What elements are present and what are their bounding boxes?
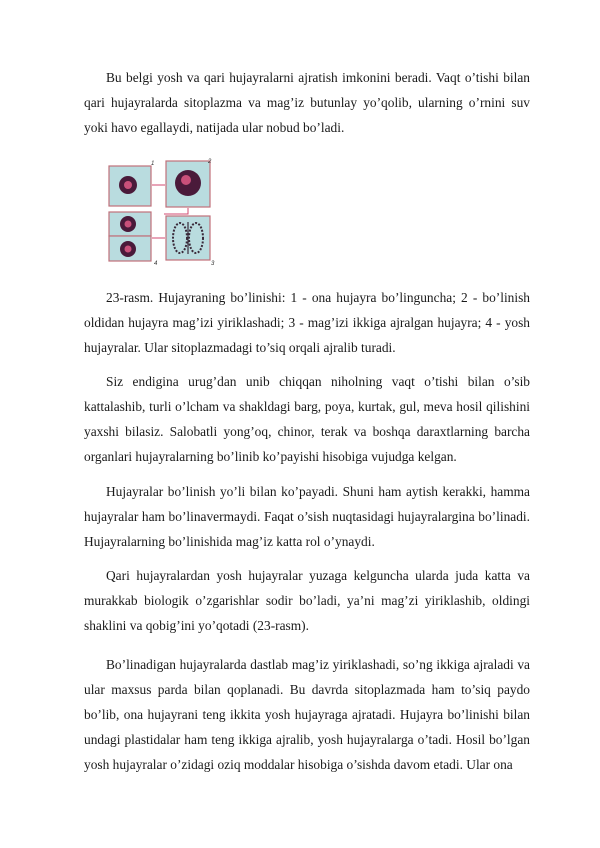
cell-division-figure bbox=[104, 156, 216, 266]
panel-4-nucleolus-bottom bbox=[125, 246, 132, 253]
paragraph-4-text: Qari hujayralardan yosh hujayralar yuzaga kelguncha ularda juda katta va murakkab biologik o’zgarishlar sodir bo’ladi, ya’ni mag’zi yiriklashib, oldingi shaklini va qobig’ini yo’qotadi (23-rasm). bbox=[84, 568, 530, 633]
figure-caption-text: 23-rasm. Hujayraning bo’linishi: 1 - ona hujayra bo’lingunchа; 2 - bo’linish oldidan hujayra mag’izi yiriklashadi; 3 - mag’izi ikkiga ajralgan hujayra; 4 - yosh hujayralar. Ular sitoplazmadagi to’siq orqali ajralib turadi. bbox=[84, 290, 530, 355]
paragraph-2-text: Siz endigina urug’dan unib chiqqan niholning vaqt o’tishi bilan o’sib kattalashib, turli o’lcham va shakldagi barg, poya, kurtak, gul, meva hosil qilishini yaxshi bilasiz. Salobatli yong’oq, chinor, terak va boshqa daraxtlarning barcha organlari hujayralarning bo’linib ko’payishi hisobiga vujudga kelgan. bbox=[84, 374, 530, 464]
paragraph-1 bbox=[84, 65, 530, 140]
figure-label-3: 3 bbox=[211, 261, 215, 266]
paragraph-1-text: Bu belgi yosh va qari hujayralarni ajratish imkonini beradi. Vaqt o’tishi bilan qari hujayralarda sitoplazma va mag’iz butunlay yo’qolib, ularning o’rnini suv yoki havo egallaydi, natijada ular nobud bo’ladi. bbox=[84, 70, 530, 135]
paragraph-5-text: Bo’linadigan hujayralarda dastlab mag’iz yiriklashadi, so’ng ikkiga ajraladi va ular maxsus parda bilan qoplanadi. Bu davrda sitoplazmada ham to’siq paydo bo’lib, ona hujayrani teng ikkita yosh hujayraga ajratadi. Hujayra bo’linishi bilan undagi plastidalar ham teng ikkiga ajralib, yosh hujayralarga o’tadi. Hosil bo’lgan yosh hujayralar o’zidagi oziq moddalar hisobiga o’sishda davom etadi. Ular ona bbox=[84, 657, 530, 772]
cell-division-illustration bbox=[104, 156, 216, 266]
figure-label-4: 4 bbox=[154, 261, 158, 266]
figure-label-1: 1 bbox=[151, 161, 155, 167]
figure-caption bbox=[84, 285, 530, 360]
paragraph-5 bbox=[84, 652, 530, 777]
paragraph-3-text: Hujayralar bo’linish yo’li bilan ko’payadi. Shuni ham aytish kerakki, hamma hujayralar ham bo’linavermaydi. Faqat o’sish nuqtasidagi hujayralargina bo’linadi. Hujayralarning bo’linishida mag’iz katta rol o’ynaydi. bbox=[84, 484, 530, 549]
figure-label-2: 2 bbox=[208, 159, 212, 165]
paragraph-4 bbox=[84, 563, 530, 638]
arrow-2-3 bbox=[164, 208, 188, 214]
panel-1-nucleolus bbox=[124, 181, 132, 189]
panel-4-nucleolus-top bbox=[125, 221, 132, 228]
paragraph-3 bbox=[84, 479, 530, 554]
panel-2-nucleolus bbox=[181, 175, 191, 185]
paragraph-2 bbox=[84, 369, 530, 469]
